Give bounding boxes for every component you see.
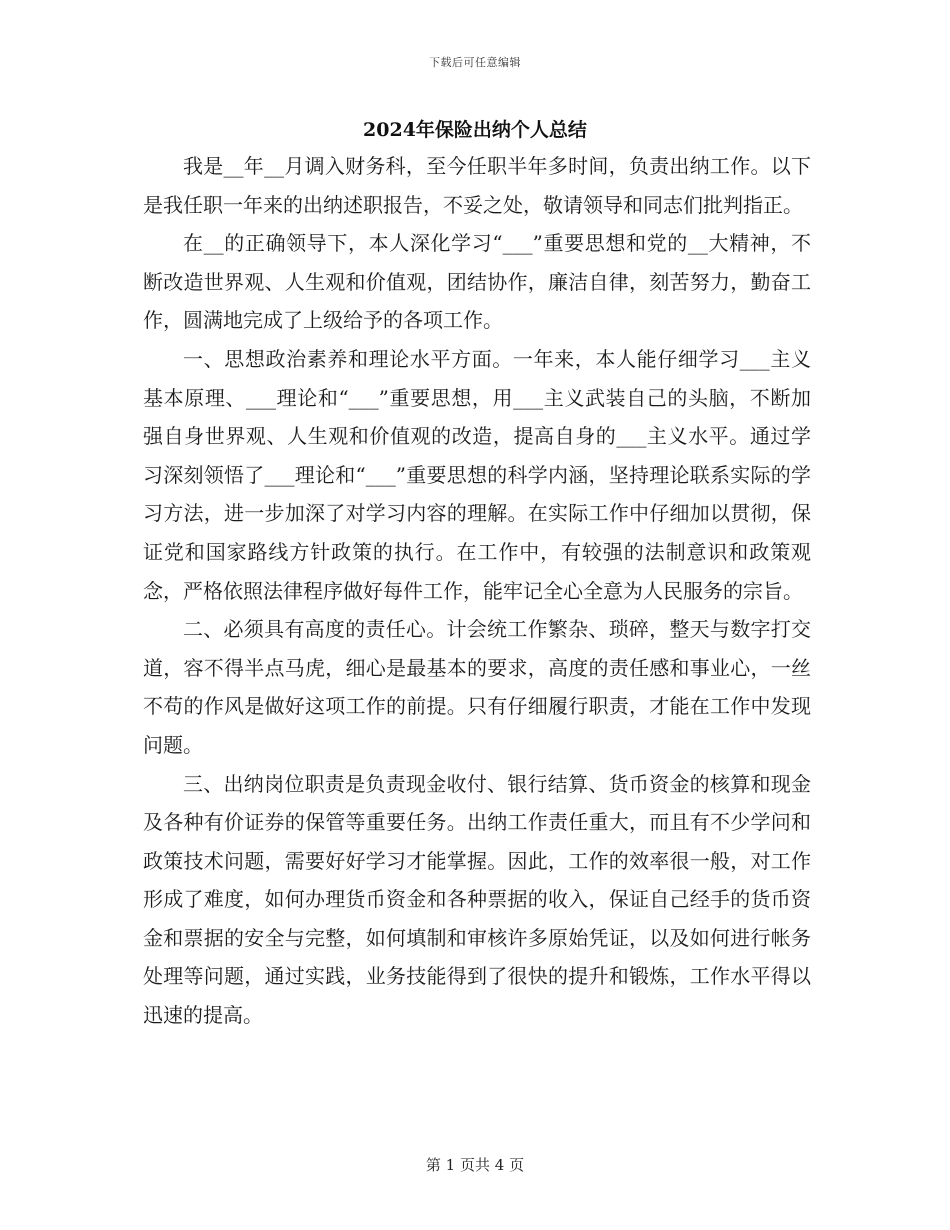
paragraph-section-one: 一、思想政治素养和理论水平方面。一年来，本人能仔细学习___主义基本原理、___理论和“___”重要思想，用___主义武装自己的头脑，不断加强自身世界观、人生观和价值观的改造，提高自身的___主义水平。通过学习深刻领悟了___理论和“___”重要思想的科学内涵，坚持理论联系实际的学习方法，进一步加深了对学习内容的理解。在实际工作中仔细加以贯彻，保证党和国家路线方针政策的执行。在工作中，有较强的法制意识和政策观念，严格依照法律程序做好每件工作，能牢记全心全意为人民服务的宗旨。: [143, 346, 811, 603]
paragraph-section-two: 二、必须具有高度的责任心。计会统工作繁杂、琐碎，整天与数字打交道，容不得半点马虎，细心是最基本的要求，高度的责任感和事业心，一丝不苟的作风是做好这项工作的前提。只有仔细履行职责，才能在工作中发现问题。: [143, 617, 811, 757]
paragraph-intro: 我是__年__月调入财务科，至今任职半年多时间，负责出纳工作。以下是我任职一年来的出纳述职报告，不妥之处，敬请领导和同志们批判指正。: [143, 154, 811, 217]
header-note: 下载后可任意编辑: [429, 56, 521, 69]
document-body: [143, 147, 811, 1035]
paragraph-leadership: 在__的正确领导下，本人深化学习“___”重要思想和党的__大精神，不断改造世界观、人生观和价值观，团结协作，廉洁自律，刻苦努力，勤奋工作，圆满地完成了上级给予的各项工作。: [143, 231, 811, 333]
page-footer: 第 1 页共 4 页: [425, 1156, 525, 1174]
paragraph-section-three: 三、出纳岗位职责是负责现金收付、银行结算、货币资金的核算和现金及各种有价证券的保管等重要任务。出纳工作责任重大，而且有不少学问和政策技术问题，需要好好学习才能掌握。因此，工作的效率很一般，对工作形成了难度，如何办理货币资金和各种票据的收入，保证自己经手的货币资金和票据的安全与完整，如何填制和审核许多原始凭证，以及如何进行帐务处理等问题，通过实践，业务技能得到了很快的提升和锻炼，工作水平得以迅速的提高。: [143, 771, 811, 1028]
document-title: 2024年保险出纳个人总结: [363, 119, 587, 141]
